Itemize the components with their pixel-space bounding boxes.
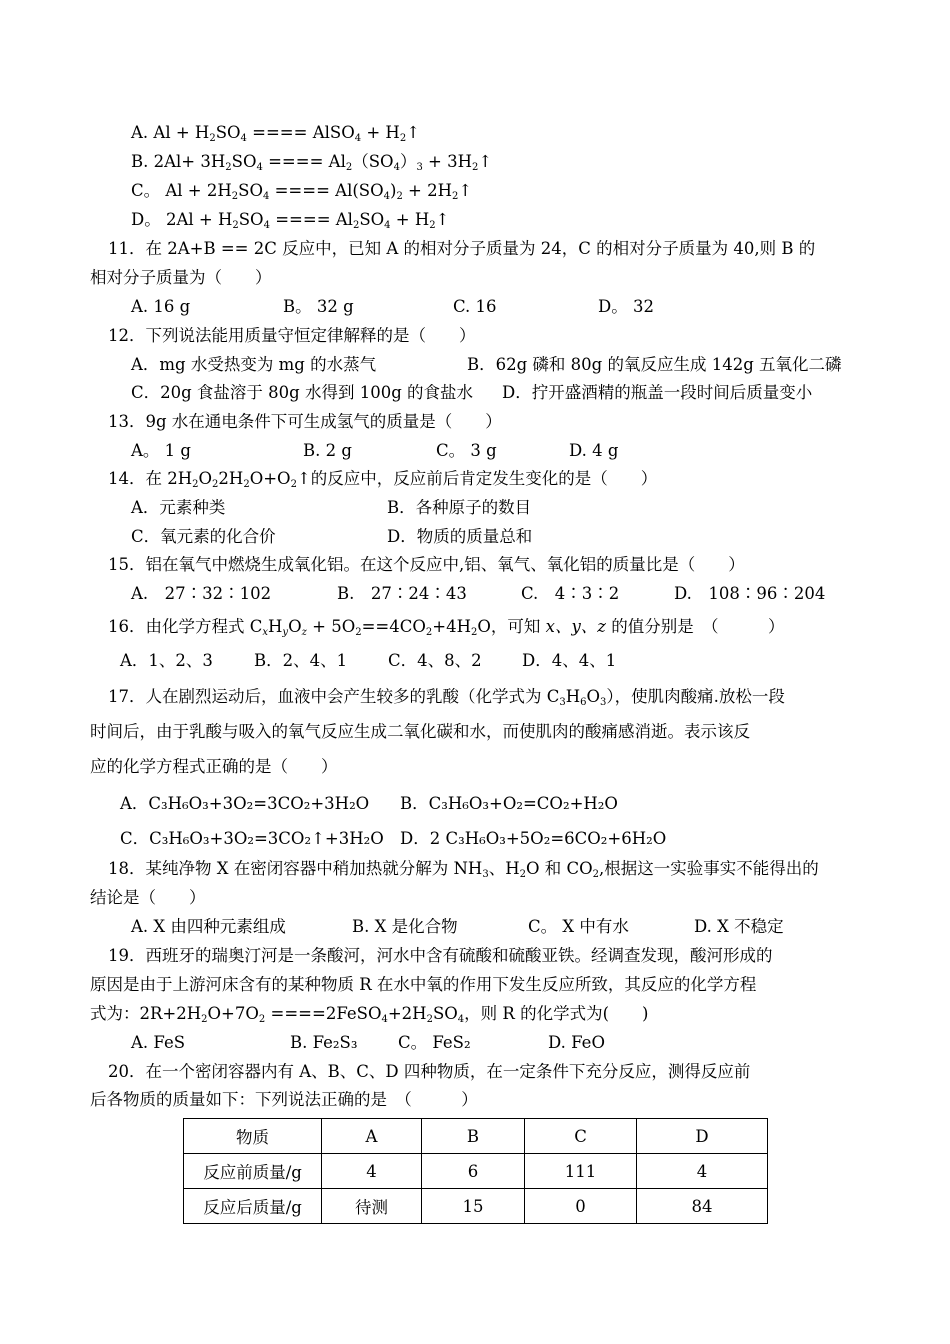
q10-option-c: C。 $Al + 2H_2SO_4$ ==== $Al(SO_4)_2$ + $2H_2↑$ <box>131 181 473 202</box>
q10-option-d: D。 $2Al + H_2SO_4$ ==== $Al_2SO_4$ + $H_2↑$ <box>131 210 450 231</box>
q17-stem-line1: 17．人在剧烈运动后，血液中会产生较多的乳酸（化学式为 $C_3H_6O_3$），使肌肉酸痛.放松一段 <box>108 687 785 708</box>
q11-stem-line2: 相对分子质量为（ ） <box>90 268 272 287</box>
table-cell: 反应后质量/g <box>184 1189 322 1224</box>
table-header-row <box>184 1119 768 1154</box>
table-cell: 84 <box>637 1189 768 1224</box>
q15-option-c: C. 4∶3∶2 <box>521 584 620 603</box>
q17-option-a: A．C₃H₆O₃+3O₂=3CO₂+3H₂O <box>120 794 370 813</box>
q15-option-b: B. 27∶24∶43 <box>337 584 467 603</box>
q19-stem-line1: 19．西班牙的瑞奥汀河是一条酸河，河水中含有硫酸和硫酸亚铁。经调查发现，酸河形成的 <box>108 946 773 965</box>
q18-option-a: A. X 由四种元素组成 <box>131 917 286 936</box>
q13-option-d: D. 4 g <box>569 441 619 460</box>
q17-stem-line3: 应的化学方程式正确的是（ ） <box>90 757 338 776</box>
q16-option-a: A．1、2、3 <box>120 651 213 670</box>
q12-stem: 12．下列说法能用质量守恒定律解释的是（ ） <box>108 326 476 345</box>
q15-stem: 15．铝在氧气中燃烧生成氧化铝。在这个反应中,铝、氧气、氧化铝的质量比是（ ） <box>108 555 745 574</box>
table-cell: 15 <box>422 1189 525 1224</box>
table-cell: 111 <box>525 1154 637 1189</box>
q13-stem: 13．9g 水在通电条件下可生成氢气的质量是（ ） <box>108 412 502 431</box>
q17-option-b: B．C₃H₆O₃+O₂=CO₂+H₂O <box>400 794 618 813</box>
q16-option-c: C．4、8、2 <box>388 651 482 670</box>
q14-option-a: A．元素种类 <box>131 498 226 517</box>
q15-option-d: D. 108∶96∶204 <box>674 584 826 603</box>
q18-stem-line2: 结论是（ ） <box>90 888 206 907</box>
mass-table <box>183 1118 768 1224</box>
q12-option-a: A．mg 水受热变为 mg 的水蒸气 <box>131 355 377 374</box>
q18-option-d: D. X 不稳定 <box>694 917 784 936</box>
q13-option-b: B. 2 g <box>303 441 352 460</box>
q19-option-c: C。 FeS₂ <box>398 1033 471 1052</box>
q18-option-c: C。 X 中有水 <box>528 917 629 936</box>
q19-option-d: D. FeO <box>548 1033 605 1052</box>
q20-stem-line1: 20．在一个密闭容器内有 A、B、C、D 四种物质，在一定条件下充分反应，测得反应前 <box>108 1062 751 1081</box>
q11-option-c: C. 16 <box>453 297 497 316</box>
q17-option-c: C．C₃H₆O₃+3O₂=3CO₂↑+3H₂O <box>120 829 384 848</box>
table-header-cell: C <box>525 1119 637 1154</box>
q19-stem-line3: 式为：$2R+2H_2O+7O_2$ $====2FeSO_4+2H_2SO_4$，则 R 的化学式为( ) <box>90 1004 649 1025</box>
q12-option-b: B．62g 磷和 80g 的氧反应生成 142g 五氧化二磷 <box>467 355 842 374</box>
q13-option-a: A。 1 g <box>131 441 191 460</box>
q15-option-a: A. 27∶32∶102 <box>131 584 272 603</box>
table-cell: 待测 <box>322 1189 422 1224</box>
table-cell: 0 <box>525 1189 637 1224</box>
q18-option-b: B. X 是化合物 <box>352 917 458 936</box>
q13-option-c: C。 3 g <box>436 441 497 460</box>
q19-option-a: A. FeS <box>131 1033 186 1052</box>
q12-option-d: D．拧开盛酒精的瓶盖一段时间后质量变小 <box>502 383 813 402</box>
q14-stem: 14．在 $2H_2O_22H_2O+O_2↑$的反应中，反应前后肯定发生变化的是（ ） <box>108 469 658 490</box>
q11-option-b: B。 32 g <box>283 297 354 316</box>
q11-option-d: D。 32 <box>598 297 654 316</box>
q14-option-d: D．物质的质量总和 <box>387 527 533 546</box>
q16-option-d: D．4、4、1 <box>522 651 617 670</box>
q10-option-a: A. $Al + H_2SO_4$ ==== AlSO$_4$ + $H_2↑$ <box>131 123 421 144</box>
q11-stem-line1: 11．在 2A+B == 2C 反应中，已知 A 的相对分子质量为 24，C 的相对分子质量为 40,则 B 的 <box>108 239 816 258</box>
q14-option-b: B．各种原子的数目 <box>387 498 532 517</box>
q19-stem-line2: 原因是由于上游河床含有的某种物质 R 在水中氧的作用下发生反应所致，其反应的化学方程 <box>90 975 757 994</box>
table-header-cell: A <box>322 1119 422 1154</box>
q17-option-d: D．2 C₃H₆O₃+5O₂=6CO₂+6H₂O <box>400 829 667 848</box>
q10-option-b: B. $2Al+ 3H_2SO_4$ ==== $Al_2(SO_4)_3$ + $3H_2↑$ <box>131 152 493 173</box>
table-cell: 4 <box>637 1154 768 1189</box>
q17-stem-line2: 时间后，由于乳酸与吸入的氧气反应生成二氧化碳和水，而使肌肉的酸痛感消逝。表示该反 <box>90 722 750 741</box>
q19-option-b: B. Fe₂S₃ <box>290 1033 358 1052</box>
q16-option-b: B．2、4、1 <box>254 651 348 670</box>
q16-stem: 16．由化学方程式 $C_xH_yO_z + 5O_2==4CO_2+4H_2O$，可知 x、y、z 的值分别是 （ ） <box>108 617 785 638</box>
q14-option-c: C．氧元素的化合价 <box>131 527 276 546</box>
table-row <box>184 1154 768 1189</box>
q20-stem-line2: 后各物质的质量如下：下列说法正确的是 （ ） <box>90 1090 478 1109</box>
table-cell: 反应前质量/g <box>184 1154 322 1189</box>
table-header-cell: 物质 <box>184 1119 322 1154</box>
table-cell: 4 <box>322 1154 422 1189</box>
table-header-cell: B <box>422 1119 525 1154</box>
table-cell: 6 <box>422 1154 525 1189</box>
table-header-cell: D <box>637 1119 768 1154</box>
q12-option-c: C．20g 食盐溶于 80g 水得到 100g 的食盐水 <box>131 383 474 402</box>
q11-option-a: A. 16 g <box>131 297 191 316</box>
table-row <box>184 1189 768 1224</box>
q18-stem-line1: 18．某纯净物 X 在密闭容器中稍加热就分解为 $NH_3$、$H_2O$ 和 $CO_2$,根据这一实验事实不能得出的 <box>108 859 819 880</box>
